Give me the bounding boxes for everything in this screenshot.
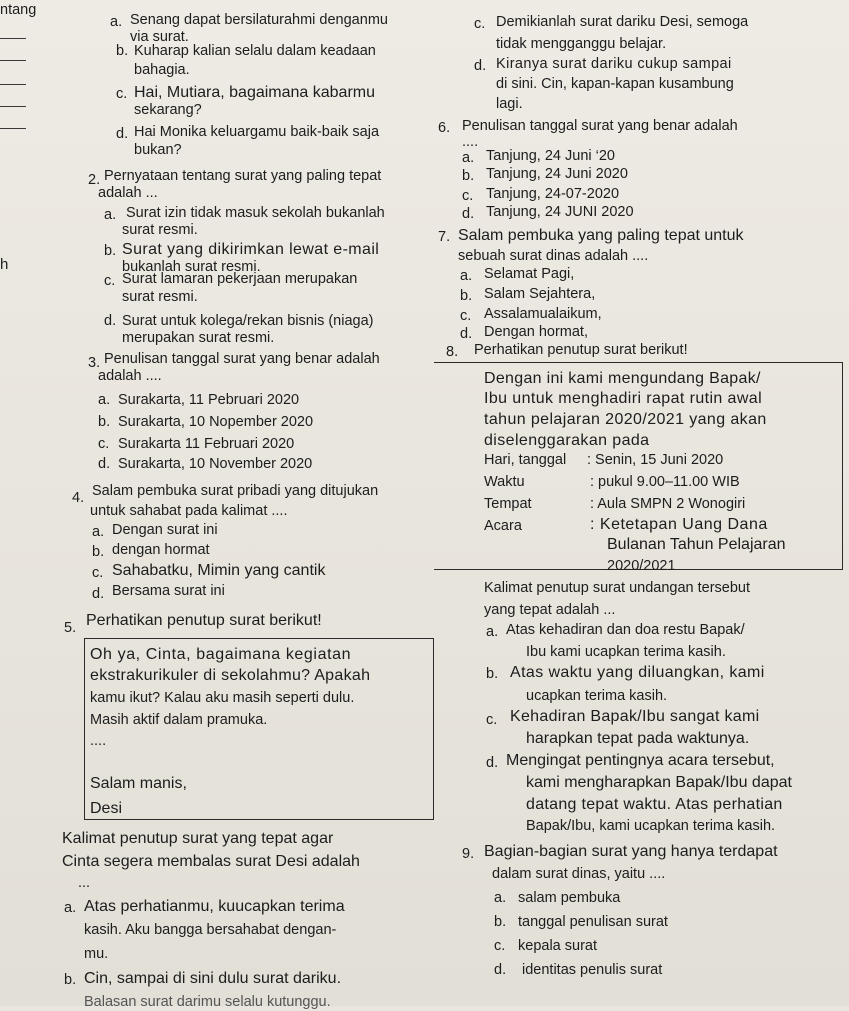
q5-box-line1: Oh ya, Cinta, bagaimana kegiatan: [90, 646, 352, 663]
q6-option-a-label: a.: [462, 150, 475, 166]
q8-row-acara-key: Acara: [484, 518, 522, 534]
q7-option-b-label: b.: [460, 288, 473, 304]
q4-option-d-text: Bersama surat ini: [112, 583, 225, 599]
q5-option-a-line2: kasih. Aku bangga bersahabat dengan-: [84, 922, 337, 938]
q1-option-d-line2: bukan?: [134, 142, 182, 158]
q1-option-c-line1: Hai, Mutiara, bagaimana kabarmu: [134, 84, 376, 101]
q3-option-c-label: c.: [98, 436, 110, 452]
q8-row-hari-value: : Senin, 15 Juni 2020: [587, 452, 724, 468]
q8-option-b-label: b.: [486, 666, 499, 682]
q2-stem-line1: Pernyataan tentang surat yang paling tepat: [104, 168, 382, 184]
q8-option-c-line2: harapkan tepat pada waktunya.: [526, 730, 750, 747]
q2-stem-line2: adalah ...: [98, 185, 158, 201]
q9-option-b-text: tanggal penulisan surat: [518, 914, 668, 930]
q1-option-a-line1: Senang dapat bersilaturahmi denganmu: [130, 12, 388, 28]
q8-box-line3: tahun pelajaran 2020/2021 yang akan: [484, 411, 767, 428]
q3-option-d-text: Surakarta, 10 November 2020: [118, 456, 313, 472]
q5-option-a-line1: Atas perhatianmu, kuucapkan terima: [84, 898, 345, 915]
q7-stem-line1: Salam pembuka yang paling tepat untuk: [458, 227, 744, 244]
q3-option-a-label: a.: [98, 392, 111, 408]
q8-number: 8.: [446, 344, 459, 360]
q2-option-d-line1: Surat untuk kolega/rekan bisnis (niaga): [122, 313, 374, 329]
q3-stem-line1: Penulisan tanggal surat yang benar adalah: [104, 351, 380, 367]
q6-number: 6.: [438, 120, 451, 136]
q6-stem-line2: ....: [462, 134, 479, 150]
q4-number: 4.: [72, 490, 85, 506]
q1-option-c-label: c.: [116, 86, 128, 102]
q8-option-b-line1: Atas waktu yang diluangkan, kami: [510, 664, 765, 681]
q9-number: 9.: [462, 846, 475, 862]
q8-option-b-line2: ucapkan terima kasih.: [526, 688, 668, 704]
q2-option-c-line2: surat resmi.: [122, 289, 198, 305]
q3-stem-line2: adalah ....: [98, 368, 162, 384]
q1-option-b-line1: Kuharap kalian selalu dalam keadaan: [134, 43, 376, 59]
q8-option-d-line3: datang tepat waktu. Atas perhatian: [526, 796, 783, 813]
q8-row-hari-key: Hari, tanggal: [484, 452, 567, 468]
q9-option-c-label: c.: [494, 938, 506, 954]
q4-option-a-text: Dengan surat ini: [112, 522, 218, 538]
q4-stem-line2: untuk sahabat pada kalimat ....: [90, 503, 288, 519]
q7-option-a-label: a.: [460, 268, 473, 284]
q9-option-a-text: salam pembuka: [518, 890, 621, 906]
q2-option-b-line2: bukanlah surat resmi.: [122, 259, 261, 275]
q6-option-c-label: c.: [462, 188, 474, 204]
q6-option-b-text: Tanjung, 24 Juni 2020: [486, 166, 628, 182]
q1-option-d-right-label: d.: [474, 58, 487, 74]
q1-option-b-line2: bahagia.: [134, 62, 190, 78]
q1-option-c-right-label: c.: [474, 16, 486, 32]
q8-box-tail-line2: 2020/2021: [607, 558, 676, 574]
edge-fragment-top: ntang: [0, 2, 37, 18]
edge-fragment-mid: h: [0, 256, 9, 273]
q3-option-a-text: Surakarta, 11 Pebruari 2020: [118, 392, 300, 408]
q5-option-b-line1: Cin, sampai di sini dulu surat dariku.: [84, 970, 342, 987]
q2-number: 2.: [88, 172, 101, 188]
q5-box-closing: Salam manis,: [90, 775, 187, 792]
q8-row-tempat-value: : Aula SMPN 2 Wonogiri: [590, 496, 746, 512]
q7-option-d-text: Dengan hormat,: [484, 324, 588, 340]
q8-box-line2: Ibu untuk menghadiri rapat rutin awal: [484, 390, 763, 407]
q1-option-d-label: d.: [116, 126, 129, 142]
q1-option-b-label: b.: [116, 43, 129, 59]
q3-number: 3.: [88, 355, 101, 371]
q4-option-b-label: b.: [92, 544, 105, 560]
q7-option-c-label: c.: [460, 308, 472, 324]
q2-option-d-label: d.: [104, 313, 117, 329]
q1-option-c-line2: sekarang?: [134, 102, 202, 118]
q8-row-waktu-key: Waktu: [484, 474, 525, 490]
q8-option-a-label: a.: [486, 624, 499, 640]
q1-option-a-label: a.: [110, 14, 123, 30]
q1-option-d-right-line3: lagi.: [496, 96, 523, 112]
edge-line: [0, 60, 26, 61]
q9-stem-line2: dalam surat dinas, yaitu ....: [492, 866, 666, 882]
q5-box-line2: ekstrakurikuler di sekolahmu? Apakah: [90, 667, 371, 684]
q1-option-d-right-line1: Kiranya surat dariku cukup sampai: [496, 56, 732, 72]
q9-option-d-text: identitas penulis surat: [522, 962, 663, 978]
q5-box-line5: ....: [90, 733, 107, 749]
edge-line: [0, 38, 26, 39]
q2-option-a-line1: Surat izin tidak masuk sekolah bukanlah: [126, 205, 385, 221]
q6-option-d-label: d.: [462, 206, 475, 222]
q3-option-d-label: d.: [98, 456, 111, 472]
q6-option-d-text: Tanjung, 24 JUNI 2020: [486, 204, 634, 220]
q5-stem: Perhatikan penutup surat berikut!: [86, 612, 322, 629]
q6-option-a-text: Tanjung, 24 Juni ‘20: [486, 148, 615, 164]
q3-option-c-text: Surakarta 11 Februari 2020: [118, 436, 295, 452]
q8-option-c-line1: Kehadiran Bapak/Ibu sangat kami: [510, 708, 760, 725]
q9-stem-line1: Bagian-bagian surat yang hanya terdapat: [484, 843, 778, 860]
q4-option-c-label: c.: [92, 565, 104, 581]
q1-option-c-right-line1: Demikianlah surat dariku Desi, semoga: [496, 14, 749, 30]
q5-box-line3: kamu ikut? Kalau aku masih seperti dulu.: [90, 690, 355, 706]
q2-option-d-line2: merupakan surat resmi.: [122, 330, 275, 346]
q5-option-a-line3: mu.: [84, 946, 109, 962]
q7-stem-line2: sebuah surat dinas adalah ....: [458, 248, 649, 264]
q5-question-line2: Cinta segera membalas surat Desi adalah: [62, 853, 360, 870]
q9-option-a-label: a.: [494, 890, 507, 906]
q5-bottom-fragment: Balasan surat darimu selalu kutunggu.: [84, 994, 331, 1010]
q8-option-d-line1: Mengingat pentingnya acara tersebut,: [506, 752, 775, 769]
q3-option-b-label: b.: [98, 414, 111, 430]
q8-option-c-label: c.: [486, 712, 498, 728]
edge-line: [0, 106, 26, 107]
q8-option-d-line2: kami mengharapkan Bapak/Ibu dapat: [526, 774, 792, 791]
q2-option-a-line2: surat resmi.: [122, 222, 198, 238]
q9-option-d-label: d.: [494, 962, 507, 978]
q5-question-line3: ...: [78, 875, 91, 891]
q5-letter-box: [84, 638, 434, 820]
q5-box-signature: Desi: [90, 800, 123, 817]
q4-option-a-label: a.: [92, 524, 105, 540]
q5-box-line4: Masih aktif dalam pramuka.: [90, 712, 268, 728]
q8-box-line1: Dengan ini kami mengundang Bapak/: [484, 370, 761, 387]
q4-option-c-text: Sahabatku, Mimin yang cantik: [112, 562, 326, 579]
q4-option-b-text: dengan hormat: [112, 542, 210, 558]
edge-line: [0, 128, 26, 129]
q8-box-tail-line1: Bulanan Tahun Pelajaran: [607, 536, 786, 553]
q8-row-acara-value: : Ketetapan Uang Dana: [590, 516, 768, 533]
q9-option-c-text: kepala surat: [518, 938, 597, 954]
q5-question-line1: Kalimat penutup surat yang tepat agar: [62, 830, 334, 847]
q8-option-a-line1: Atas kehadiran dan doa restu Bapak/: [506, 622, 745, 638]
q6-option-b-label: b.: [462, 168, 475, 184]
q8-option-a-line2: Ibu kami ucapkan terima kasih.: [526, 644, 726, 660]
q2-option-a-label: a.: [104, 207, 117, 223]
q8-option-d-line4: Bapak/Ibu, kami ucapkan terima kasih.: [526, 818, 776, 834]
q7-option-a-text: Selamat Pagi,: [484, 266, 575, 282]
q2-option-b-label: b.: [104, 243, 117, 259]
q8-row-tempat-key: Tempat: [484, 496, 532, 512]
q6-stem-line1: Penulisan tanggal surat yang benar adalah: [462, 118, 738, 134]
q8-row-waktu-value: : pukul 9.00–11.00 WIB: [590, 474, 740, 490]
q6-option-c-text: Tanjung, 24-07-2020: [486, 186, 620, 202]
q9-option-b-label: b.: [494, 914, 507, 930]
q7-option-b-text: Salam Sejahtera,: [484, 286, 596, 302]
q5-option-b-label: b.: [64, 972, 77, 988]
q1-option-d-line1: Hai Monika keluargamu baik-baik saja: [134, 124, 380, 140]
q4-stem-line1: Salam pembuka surat pribadi yang ditujukan: [92, 483, 379, 499]
q7-option-c-text: Assalamualaikum,: [484, 306, 602, 322]
q1-option-c-right-line2: tidak mengganggu belajar.: [496, 36, 667, 52]
q7-number: 7.: [438, 229, 451, 245]
edge-line: [0, 84, 26, 85]
q1-option-a-line2: via surat.: [130, 29, 189, 45]
q8-box-line4: diselenggarakan pada: [484, 432, 650, 449]
q4-option-d-label: d.: [92, 586, 105, 602]
q2-option-b-line1: Surat yang dikirimkan lewat e-mail: [122, 241, 380, 258]
q2-option-c-line1: Surat lamaran pekerjaan merupakan: [122, 271, 358, 287]
q8-question-line1: Kalimat penutup surat undangan tersebut: [484, 580, 751, 596]
q8-question-line2: yang tepat adalah ...: [484, 602, 616, 618]
q5-number: 5.: [64, 620, 77, 636]
q5-option-a-label: a.: [64, 900, 77, 916]
q3-option-b-text: Surakarta, 10 Nopember 2020: [118, 414, 314, 430]
q2-option-c-label: c.: [104, 273, 116, 289]
q8-stem: Perhatikan penutup surat berikut!: [474, 342, 688, 358]
q1-option-d-right-line2: di sini. Cin, kapan-kapan kusambung: [496, 76, 734, 92]
q7-option-d-label: d.: [460, 326, 473, 342]
q8-option-d-label: d.: [486, 755, 499, 771]
